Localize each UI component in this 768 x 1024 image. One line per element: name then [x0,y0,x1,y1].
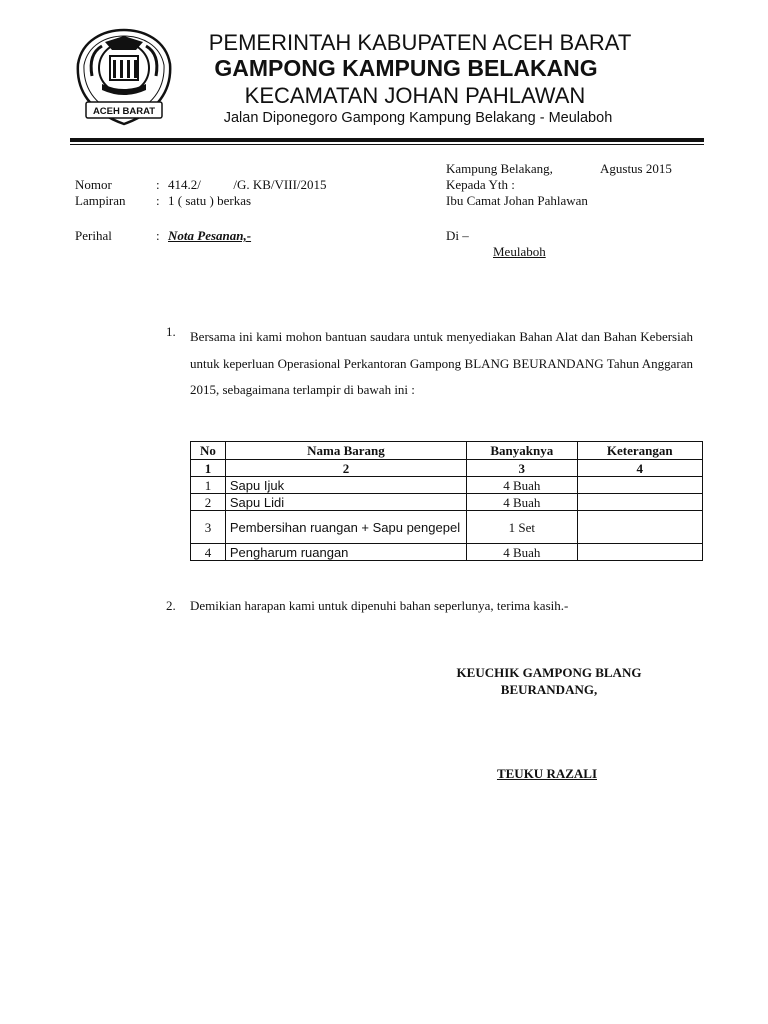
row-no: 3 [191,511,226,544]
di-label: Di – [446,228,469,243]
government-title: PEMERINTAH KABUPATEN ACEH BARAT [208,30,632,55]
recipient-name: Ibu Camat Johan Pahlawan [446,193,588,208]
row-keterangan [577,494,702,511]
row-nama-barang: Pengharum ruangan [225,544,466,561]
row-banyaknya: 4 Buah [467,544,578,561]
signatory-title-line-1: KEUCHIK GAMPONG BLANG [456,665,642,680]
row-banyaknya: 4 Buah [467,477,578,494]
column-number: 2 [225,460,466,477]
table-header-row [191,442,703,460]
row-banyaknya: 1 Set [467,511,578,544]
letter-place: Kampung Belakang, [446,161,553,176]
lampiran-colon: : [156,193,160,208]
signature-block [420,664,678,698]
logo-label: ACEH BARAT [92,106,156,117]
column-number-row [191,460,703,477]
row-no: 1 [191,477,226,494]
lampiran-label: Lampiran [75,193,126,208]
paragraph-2-text: Demikian harapan kami untuk dipenuhi bahan seperlunya, terima kasih.- [190,598,569,613]
row-nama-barang: Sapu Ijuk [225,477,466,494]
header-nama-barang: Nama Barang [225,442,466,460]
kepada-label: Kepada Yth : [446,177,515,192]
letter-date: Agustus 2015 [600,161,672,176]
row-keterangan [577,477,702,494]
table-row [191,494,703,511]
letterhead-divider-thin [70,144,704,145]
signatory-name: TEUKU RAZALI [496,766,598,781]
paragraph-1-number: 1. [166,324,176,339]
table-row [191,477,703,494]
row-keterangan [577,511,702,544]
column-number: 4 [577,460,702,477]
table-row [191,511,703,544]
items-table [190,441,703,561]
table-row [191,544,703,561]
address-line: Jalan Diponegoro Gampong Kampung Belakang - Meulaboh [223,110,613,126]
letterhead-divider-thick [70,138,704,142]
column-number: 1 [191,460,226,477]
header-keterangan: Keterangan [577,442,702,460]
perihal-label: Perihal [75,228,112,243]
district-title: KECAMATAN JOHAN PAHLAWAN [244,83,586,108]
row-nama-barang: Pembersihan ruangan + Sapu pengepel [225,511,466,544]
lampiran-value: 1 ( satu ) berkas [168,193,252,208]
header-banyaknya: Banyaknya [467,442,578,460]
paragraph-1-text: Bersama ini kami mohon bantuan saudara untuk menyediakan Bahan Alat dan Bahan Kebersiah untuk keperluan Operasional Perkantoran Gampong BLANG BEURANDANG Tahun Anggaran 2015, sebagaimana terlampir di bawah ini : [190,329,693,397]
paragraph-2-number: 2. [166,598,176,613]
village-title: GAMPONG KAMPUNG BELAKANG [214,55,598,81]
row-banyaknya: 4 Buah [467,494,578,511]
signatory-title-line-2: BEURANDANG, [500,682,598,697]
row-keterangan [577,544,702,561]
nomor-colon: : [156,177,160,192]
perihal-value: Nota Pesanan,- [168,228,252,243]
row-nama-barang: Sapu Lidi [225,494,466,511]
column-number: 3 [467,460,578,477]
perihal-colon: : [156,228,160,243]
nomor-value: 414.2/ /G. KB/VIII/2015 [168,177,327,192]
header-no: No [191,442,226,460]
nomor-label: Nomor [75,177,112,192]
row-no: 2 [191,494,226,511]
destination-city: Meulaboh [493,244,546,259]
row-no: 4 [191,544,226,561]
